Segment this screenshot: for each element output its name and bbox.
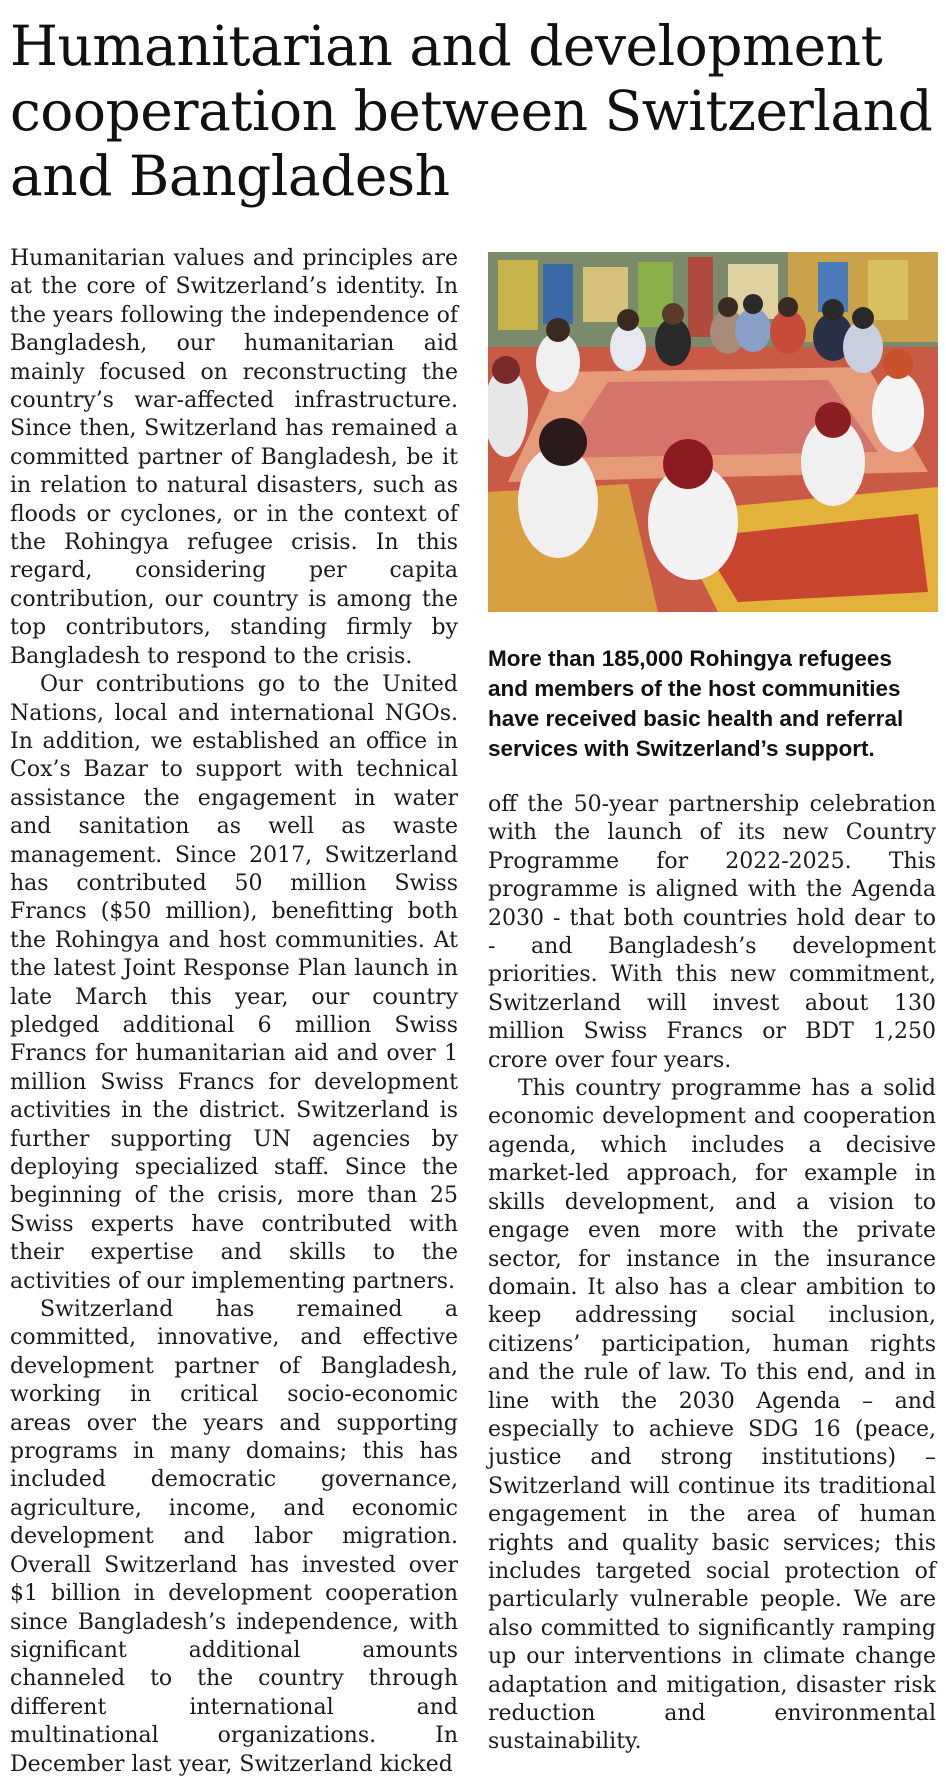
article-paragraph: Our contributions go to the United Nations, local and international NGOs. In addition, we established an office in Cox’s Bazar to support with technical assistance the engagement in water and sanitation as well as waste management. Since 2017, Switzerland has contributed 50 million Swiss Francs ($50 million), benefitting both the Rohingya and host communities. At the latest Joint Response Plan launch in late March this year, our country pledged additional 6 million Swiss Francs for humanitarian aid and over 1 million Swiss Francs for development activities in the district. Switzerland is further supporting UN agencies by deploying specialized staff. Since the beginning of the crisis, more than 25 Swiss experts have contributed with their expertise and skills to the activities of our implementing partners.: [10, 672, 458, 1294]
article-paragraph: Humanitarian values and principles are at the core of Switzerland’s identity. In the years following the independence of Bangladesh, our humanitarian aid mainly focused on reconstructing the country’s war-affected infrastructure. Since then, Switzerland has remained a committed partner of Bangladesh, be it in relation to natural disasters, such as floods or cyclones, or in the context of the Rohingya refugee crisis. In this regard, considering per capita contribution, our country is among the top contributors, standing firmly by Bangladesh to respond to the crisis.: [10, 246, 458, 669]
article-column-left: [10, 245, 458, 1779]
article-paragraph: Switzerland has remained a committed, innovative, and effective development partner of Bangladesh, working in critical socio-economic areas over the years and supporting programs in many domains; this has included democratic governance, agriculture, income, and economic development and labor migration. Overall Switzerland has invested over $1 billion in development cooperation since Bangladesh’s independence, with significant additional amounts channeled to the country through different international and multinational organizations. In December last year, Switzerland kicked: [10, 1297, 458, 1777]
article-paragraph: This country programme has a solid economic development and cooperation agenda, which includes a decisive market-led approach, for example in skills development, and a vision to engage even more with the private sector, for instance in the insurance domain. It also has a clear ambition to keep addressing social inclusion, citizens’ participation, human rights and the rule of law. To this end, and in line with the 2030 Agenda – and especially to achieve SDG 16 (peace, justice and strong institutions) – Switzerland will continue its traditional engagement in the area of human rights and quality basic services; this includes targeted social protection of particularly vulnerable people. We are also committed to significantly ramping up our interventions in climate change adaptation and mitigation, disaster risk reduction and environmental sustainability.: [488, 1076, 936, 1755]
community-health-session-illustration: [488, 252, 938, 612]
article-paragraph: off the 50-year partnership celebration with the launch of its new Country Programme for 2022-2025. This programme is aligned with the Agenda 2030 - that both countries hold dear to - and Bangladesh’s development priorities. With this new commitment, Switzerland will invest about 130 million Swiss Francs or BDT 1,250 crore over four years.: [488, 792, 936, 1073]
article-column-right: [488, 791, 936, 1757]
headline: Humanitarian and development cooperation between Switzerland and Bangladesh: [10, 14, 933, 208]
photo-caption: More than 185,000 Rohingya refugees and members of the host communities have received basic health and referral services with Switzerland’s support.: [488, 646, 904, 761]
article-photo: [488, 252, 938, 612]
